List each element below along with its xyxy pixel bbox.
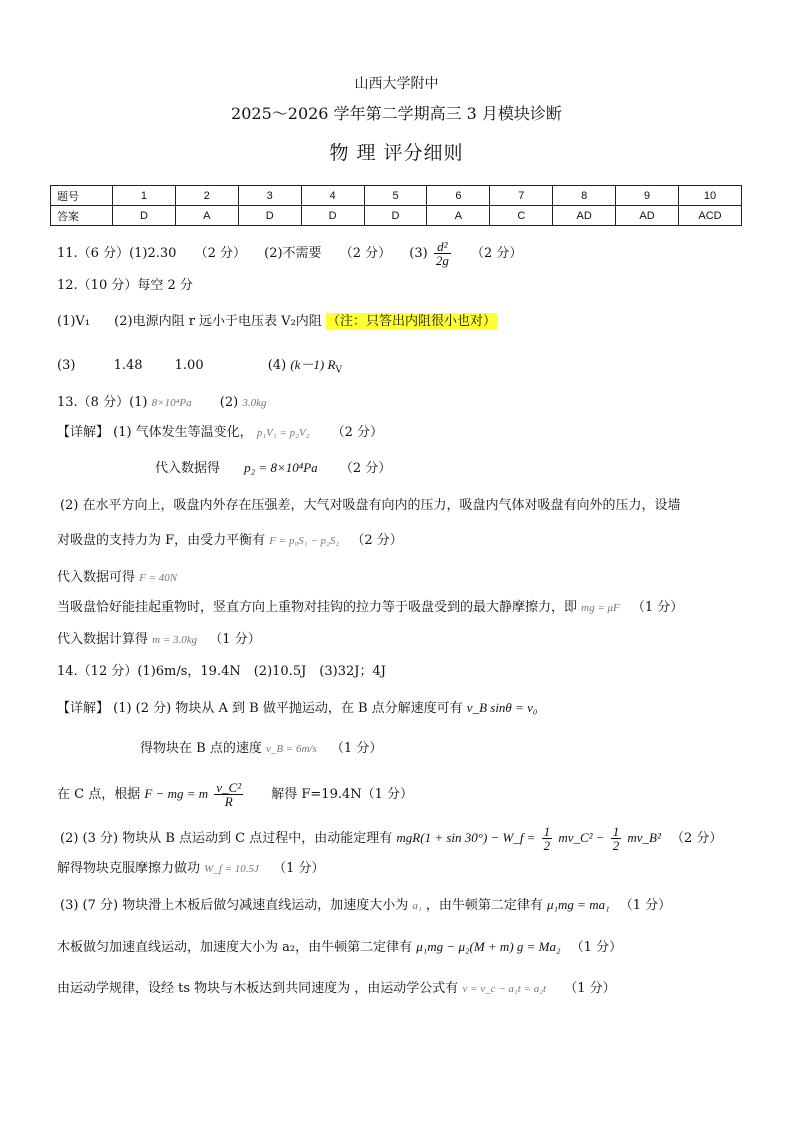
q11-fraction bbox=[434, 240, 451, 267]
answer-cell: ACD bbox=[679, 206, 742, 226]
q14-d7-score: （1 分） bbox=[570, 940, 623, 955]
answer-cell: AD bbox=[616, 206, 679, 226]
q11-lead: 11.（6 分）(1)2.30 bbox=[57, 246, 177, 261]
q12-value-1: 1.48 bbox=[113, 358, 143, 373]
q13-answer bbox=[57, 394, 266, 412]
q13-d6-text: 当吸盘恰好能挂起重物时，竖直方向上重物对挂钩的拉力等于吸盘受到的最大静摩擦力，即 bbox=[57, 600, 578, 615]
q14-d2-score: （1 分） bbox=[330, 741, 383, 756]
q13-detail-5 bbox=[57, 569, 177, 587]
q13-d1-equation: p₁V₁ = p₂V₂ bbox=[256, 427, 310, 439]
q13-detail-2 bbox=[155, 459, 391, 478]
answer-table bbox=[50, 185, 742, 226]
question-number: 10 bbox=[679, 186, 742, 206]
answer-cell: A bbox=[427, 206, 490, 226]
q13-detail-7 bbox=[57, 631, 261, 649]
question-number: 9 bbox=[616, 186, 679, 206]
q14-d3-frac-num: v_C² bbox=[216, 780, 242, 795]
row-label-number: 题号 bbox=[51, 186, 113, 206]
row-label-answer: 答案 bbox=[51, 206, 113, 226]
q14-d8-equation: v = v_c − a₁t = a₂t bbox=[462, 983, 547, 995]
q13-d4-equation: F = p₀S₁ − p₂S₂ bbox=[269, 535, 340, 547]
subject-title: 物 理 评分细则 bbox=[329, 142, 464, 164]
q14-d6-equation: μ₁mg = ma₁ bbox=[547, 897, 610, 912]
q14-d5-score: （1 分） bbox=[273, 861, 325, 876]
q12-expression-sub: V bbox=[335, 365, 342, 376]
q14-d3-equation: F − mg = m bbox=[144, 786, 209, 801]
question-number: 5 bbox=[364, 186, 427, 206]
q12-value-2: 1.00 bbox=[174, 358, 204, 373]
q11-score-2: （2 分） bbox=[339, 246, 392, 261]
q13-d7-text: 代入数据计算得 bbox=[57, 632, 149, 647]
q14-d4-half-1 bbox=[542, 825, 553, 852]
table-row-numbers bbox=[51, 186, 742, 206]
q14-d3-result: 解得 F=19.4N（1 分） bbox=[271, 787, 414, 802]
q11-frac-num: d² bbox=[434, 240, 451, 254]
q13-detail-6 bbox=[57, 599, 683, 617]
q14-d6-text: (3) (7 分) 物块滑上木板后做匀减速直线运动，加速度大小为 bbox=[60, 898, 409, 913]
answer-cell: AD bbox=[553, 206, 616, 226]
answer-cell: D bbox=[238, 206, 301, 226]
q14-detail-1 bbox=[57, 699, 537, 718]
q13-d5-equation: F = 40N bbox=[139, 572, 178, 584]
q13-d7-score: （1 分） bbox=[209, 632, 261, 647]
q13-d6-score: （1 分） bbox=[631, 600, 684, 615]
question-number: 1 bbox=[113, 186, 176, 206]
answer-cell: D bbox=[301, 206, 364, 226]
q13-d7-equation: m = 3.0kg bbox=[152, 634, 198, 646]
q14-d4-equation-c: mv_B² bbox=[627, 830, 661, 845]
q14-d6-score: （1 分） bbox=[619, 898, 672, 913]
q13-detail-1 bbox=[57, 424, 383, 442]
q11-frac-den: 2g bbox=[435, 253, 449, 268]
q14-detail-5 bbox=[57, 860, 324, 878]
q11-score-3: （2 分） bbox=[470, 246, 523, 261]
q13-answer-2: 3.0kg bbox=[242, 397, 267, 409]
q12-part-2: (2)电源内阻 r 远小于电压表 V₂内阻 bbox=[114, 314, 322, 329]
q13-d6-equation: mg = μF bbox=[581, 602, 620, 614]
q14-lead: 14.（12 分）(1)6m/s，19.4N (2)10.5J (3)32J；4J bbox=[57, 664, 386, 679]
q11-part-3: (3) bbox=[409, 246, 428, 261]
q14-d8-score: （1 分） bbox=[564, 981, 616, 996]
q14-d4-score: （2 分） bbox=[670, 831, 723, 846]
q14-detail-3 bbox=[57, 781, 413, 808]
q14-d4-half-2 bbox=[611, 825, 622, 852]
q13-d5-text: 代入数据可得 bbox=[57, 570, 136, 585]
table-row-answers bbox=[51, 206, 742, 226]
q14-d3-text: 在 C 点，根据 bbox=[57, 787, 141, 802]
q12-line-1 bbox=[57, 313, 497, 331]
q14-d3-fraction bbox=[214, 781, 243, 808]
q14-d4-equation-a: mgR(1 + sin 30°) − W_f = bbox=[396, 830, 536, 845]
q12-line-2 bbox=[57, 356, 342, 380]
q14-d2-equation: v_B = 6m/s bbox=[265, 743, 317, 755]
q14-d4-half-den: 2 bbox=[543, 838, 551, 853]
q14-d7-equation: μ₁mg − μ₂(M + m) g = Ma₂ bbox=[416, 939, 561, 954]
question-number: 3 bbox=[238, 186, 301, 206]
answer-cell: D bbox=[364, 206, 427, 226]
q14-d4-half-den: 2 bbox=[612, 838, 620, 853]
q11-answer bbox=[57, 240, 522, 267]
q13-d1-score: （2 分） bbox=[331, 425, 384, 440]
q14-d4-text: (2) (3 分) 物块从 B 点运动到 C 点过程中，由动能定理有 bbox=[60, 831, 393, 846]
q14-d4-half-num: 1 bbox=[543, 824, 551, 839]
q13-d1-text: 【详解】 (1) 气体发生等温变化， bbox=[57, 425, 253, 440]
q13-d2-score: （2 分） bbox=[339, 461, 392, 476]
q13-d2-equation: p₂ = 8×10⁴Pa bbox=[244, 460, 318, 475]
q12-part-3: (3) bbox=[57, 358, 76, 373]
answer-cell: A bbox=[175, 206, 238, 226]
q11-part-2: (2)不需要 bbox=[264, 246, 322, 261]
q14-d5-equation: W_f = 10.5J bbox=[204, 863, 259, 875]
q14-d4-half-num: 1 bbox=[612, 824, 620, 839]
q13-d2-text: 代入数据得 bbox=[155, 461, 221, 476]
q14-d8-text: 由运动学规律，设经 ts 物块与木板达到共同速度为 ，由运动学公式有 bbox=[57, 981, 459, 996]
q13-d4-score: （2 分） bbox=[351, 533, 403, 548]
q11-score-1: （2 分） bbox=[194, 246, 246, 261]
q14-d7-text: 木板做匀加速直线运动，加速度大小为 a₂，由牛顿第二定律有 bbox=[57, 940, 413, 955]
q12-part-1: (1)V₁ bbox=[57, 314, 91, 329]
q14-d3-frac-den: R bbox=[224, 794, 233, 809]
q14-d6-mid: ，由牛顿第二定律有 bbox=[425, 898, 543, 913]
q14-detail-6 bbox=[60, 896, 671, 915]
answer-cell: D bbox=[113, 206, 176, 226]
question-number: 4 bbox=[301, 186, 364, 206]
q14-detail-4 bbox=[60, 825, 722, 852]
q12-part-4: (4) bbox=[267, 358, 287, 373]
q14-detail-2 bbox=[140, 740, 382, 758]
q14-d6-variable: a₁ bbox=[412, 900, 422, 912]
answer-cell: C bbox=[490, 206, 553, 226]
q14-detail-8 bbox=[57, 980, 616, 998]
q14-detail-7 bbox=[57, 938, 622, 957]
q14-d5-text: 解得物块克服摩擦力做功 bbox=[57, 861, 201, 876]
q13-lead: 13.（8 分）(1) bbox=[57, 395, 148, 410]
question-number: 7 bbox=[490, 186, 553, 206]
q13-detail-3: (2) 在水平方向上，吸盘内外存在压强差，大气对吸盘有向内的压力，吸盘内气体对吸盘有向外的压力，设墙 bbox=[60, 498, 681, 513]
exam-term: 2025～2026 学年第二学期高三 3 月模块诊断 bbox=[231, 104, 562, 123]
q12-note-highlight: （注：只答出内阻很小也对） bbox=[326, 314, 496, 329]
q13-answer-1: 8×10⁴Pa bbox=[151, 397, 192, 409]
q13-detail-4 bbox=[57, 532, 403, 550]
q14-d2-text: 得物块在 B 点的速度 bbox=[140, 741, 262, 756]
q14-d1-equation: v_B sinθ = v₀ bbox=[466, 700, 538, 715]
q14-d4-equation-b: mv_C² − bbox=[558, 830, 605, 845]
q13-part-2: (2) bbox=[219, 395, 239, 410]
question-number: 2 bbox=[175, 186, 238, 206]
question-number: 6 bbox=[427, 186, 490, 206]
q14-d1-text: 【详解】 (1) (2 分) 物块从 A 到 B 做平抛运动，在 B 点分解速度可有 bbox=[57, 701, 463, 716]
q12-expression: (k－1) R bbox=[290, 357, 336, 372]
question-number: 8 bbox=[553, 186, 616, 206]
school-name: 山西大学附中 bbox=[354, 76, 439, 92]
q12-lead: 12.（10 分）每空 2 分 bbox=[57, 278, 193, 293]
q13-d4-text: 对吸盘的支持力为 F，由受力平衡有 bbox=[57, 533, 266, 548]
